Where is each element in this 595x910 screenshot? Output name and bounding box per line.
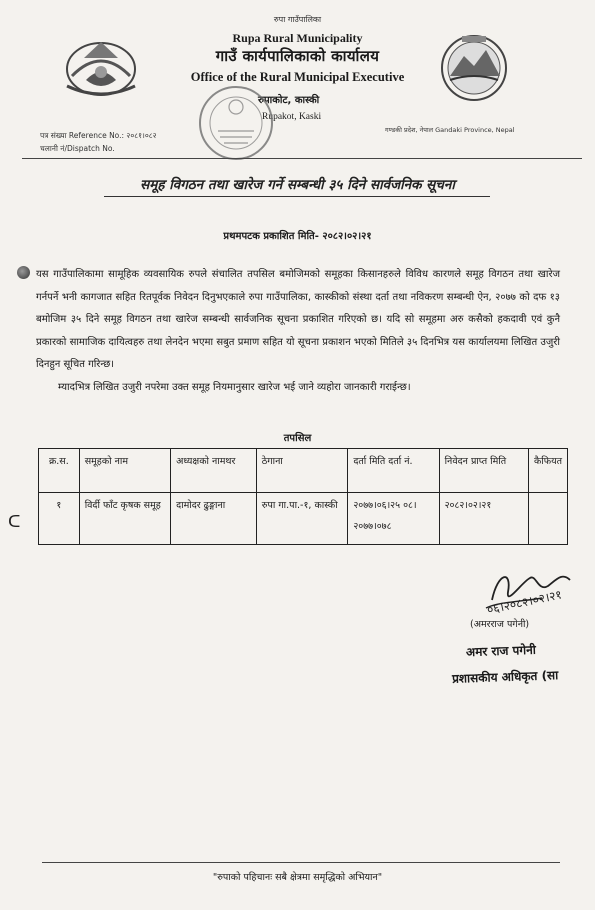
address-en: Rupakot, Kaski (262, 112, 322, 122)
cell-sn: १ (39, 493, 80, 545)
dispatch-number: चलानी नं/Dispatch No. (40, 144, 115, 153)
cell-application-date: २०८२।०२।२१ (439, 493, 528, 545)
hand-mark-icon: ᑕ (8, 512, 21, 532)
title-underline (104, 196, 490, 197)
publish-date: प्रथमपटक प्रकाशित मिति- २०८२।०२।२१ (223, 231, 372, 242)
header-chair: अध्यक्षको नामथर (171, 449, 257, 493)
details-table (38, 448, 568, 545)
header-remarks: कैफियत (528, 449, 567, 493)
handwritten-signature-icon (478, 562, 588, 620)
notice-title: समूह विगठन तथा खारेज गर्ने सम्बन्धी ३५ दिने सार्वजनिक सूचना (140, 177, 455, 193)
table-caption: तपसिल (283, 433, 312, 444)
reference-number: पत्र संख्या Reference No.: २०८१।०८२ (40, 131, 157, 140)
notice-paragraph-1: यस गाउँपालिकामा सामूहिक व्यवसायिक रुपले संचालित तपसिल बमोजिमको समूहका किसानहरुले विविध कारणले समूह विगठन तथा खारेज गर्नपर्ने भनी कागजात सहित रितपूर्वक निवेदन दिनुभएकाले रुपा गाउँपालिका, कास्कीको संस्था दर्ता तथा नविकरण सम्बन्धी ऐन, २०७७ को दफ १३ बमोजिम ३५ दिने समूह विगठन तथा खारेज सम्बन्धी सार्वजनिक सूचना प्रकाशित गरिएको छ। यदि सो समूहमा अरु कसैको हकदावी एवं कुनै प्रकारको सामाजिक दायित्वहरु तथा लेनदेन भएमा सबुत प्रमाण सहित यो सूचना प्रकाशन भएको मितिले ३५ दिनभित्र यस कार्यालयमा लिखित उजुरी दिनहुन सूचित गरिन्छ। (36, 269, 560, 370)
table-row (39, 493, 568, 545)
office-name-en: Office of the Rural Municipal Executive (190, 70, 405, 84)
svg-text:०६।२०८२।०२।२१: ०६।२०८२।०२।२१ (485, 587, 564, 617)
signer-post: प्रशासकीय अधिकृत (सा (451, 668, 559, 686)
cell-chair: दामोदर ढुङ्गाना (171, 493, 257, 545)
official-stamp-icon (196, 83, 276, 163)
cell-group-name: विर्दी फाँट कृषक समूह (79, 493, 170, 545)
municipality-name-en: Rupa Rural Municipality (232, 31, 363, 45)
header-sn: क्र.स. (39, 449, 80, 493)
header-address: ठेगाना (256, 449, 348, 493)
address-np: रुपाकोट, कास्की (258, 95, 320, 106)
header-group-name: समूहको नाम (79, 449, 170, 493)
notice-body (36, 264, 560, 399)
header-top-text: रुपा गाउँपालिका (273, 15, 322, 24)
office-name-np: गाउँ कार्यपालिकाको कार्यालय (215, 47, 380, 65)
header-application-date: निवेदन प्राप्त मिति (439, 449, 528, 493)
table-header-row (39, 449, 568, 493)
header-registration: दर्ता मिति दर्ता नं. (348, 449, 439, 493)
province-text: गण्डकी प्रदेश, नेपाल Gandaki Province, Nepal (385, 126, 515, 134)
footer-slogan: "रुपाको पहिचानः सबै क्षेत्रमा समृद्धिको अभियान" (212, 872, 383, 883)
cell-registration: २०७७।०६।२५ ०८।२०७७।०७८ (348, 493, 439, 545)
cell-remarks (528, 493, 567, 545)
bullet-icon (17, 266, 30, 279)
signer-name: (अमरराज पगेनी) (470, 619, 530, 630)
footer-divider (42, 862, 560, 863)
notice-paragraph-2: म्यादभित्र लिखित उजुरी नपरेमा उक्त समूह नियमानुसार खारेज भई जाने व्यहोरा जानकारी गराईन्छ। (58, 381, 411, 393)
cell-address: रुपा गा.पा.-१, कास्की (256, 493, 348, 545)
stamp-name: अमर राज पगेनी (465, 642, 537, 660)
header-divider (22, 158, 582, 159)
